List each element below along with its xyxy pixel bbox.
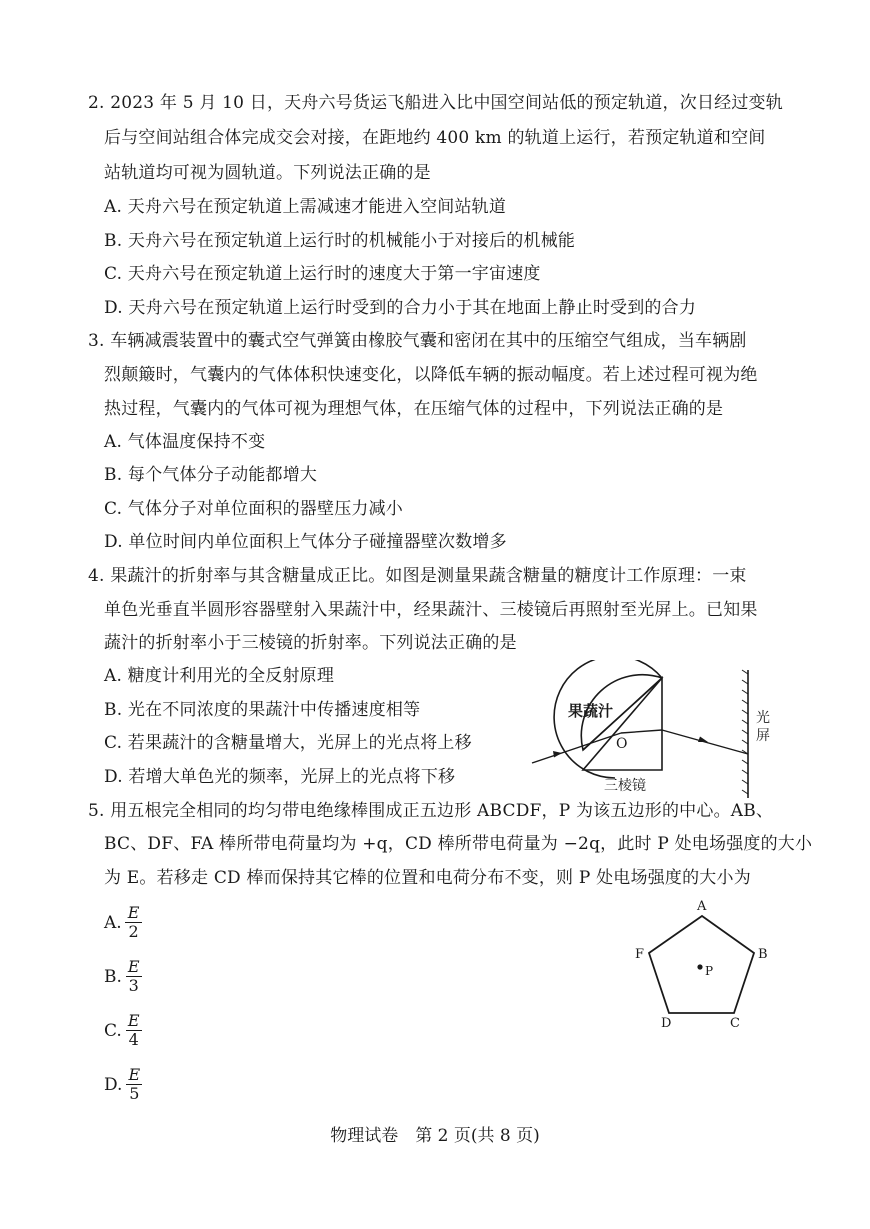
vertex-f-label: F — [635, 947, 645, 962]
q3-option-a: A. 气体温度保持不变 — [104, 432, 266, 452]
q4-option-d: D. 若增大单色光的频率，光屏上的光点将下移 — [104, 767, 456, 787]
option-label: A. — [104, 912, 122, 933]
fraction-numerator: E — [127, 903, 140, 922]
option-label: D. — [104, 1074, 123, 1095]
q5-option-a — [104, 904, 142, 941]
vertex-b-label: B — [758, 947, 768, 962]
q3-option-c: C. 气体分子对单位面积的器壁压力减小 — [104, 499, 404, 519]
q2-option-c: C. 天舟六号在预定轨道上运行时的速度大于第一宇宙速度 — [104, 264, 541, 284]
q5-stem-line-1: 5. 用五根完全相同的均匀带电绝缘棒围成正五边形 ABCDF，P 为该五边形的中心。AB、 — [88, 801, 774, 821]
vertex-d-label: D — [661, 1016, 672, 1031]
q3-stem-line-3: 热过程，气囊内的气体可视为理想气体，在压缩气体的过程中，下列说法正确的是 — [104, 399, 724, 419]
q5-option-d — [104, 1066, 143, 1103]
q3-stem-line-1: 3. 车辆减震装置中的囊式空气弹簧由橡胶气囊和密闭在其中的压缩空气组成，当车辆剧 — [88, 331, 747, 351]
page-footer: 物理试卷 第 2 页(共 8 页) — [330, 1126, 540, 1146]
refractometer-diagram — [520, 660, 780, 800]
q2-option-a: A. 天舟六号在预定轨道上需减速才能进入空间站轨道 — [104, 197, 507, 217]
q3-option-d: D. 单位时间内单位面积上气体分子碰撞器壁次数增多 — [104, 532, 507, 552]
q3-option-b: B. 每个气体分子动能都增大 — [104, 465, 318, 485]
fraction-denominator: 3 — [126, 976, 142, 995]
q2-option-d: D. 天舟六号在预定轨道上运行时受到的合力小于其在地面上静止时受到的合力 — [104, 298, 697, 318]
q5-option-c — [104, 1012, 143, 1049]
q4-stem-line-3: 蔬汁的折射率小于三棱镜的折射率。下列说法正确的是 — [104, 633, 517, 653]
q5-stem-line-2: BC、DF、FA 棒所带电荷量均为 +q，CD 棒所带电荷量为 −2q，此时 P 处电场强度的大小 — [104, 834, 813, 854]
screen-label-2: 屏 — [756, 728, 770, 744]
fraction-denominator: 4 — [126, 1030, 142, 1049]
q2-stem-line-1: 2. 2023 年 5 月 10 日，天舟六号货运飞船进入比中国空间站低的预定轨道，次日经过变轨 — [88, 93, 783, 113]
vertex-c-label: C — [730, 1016, 740, 1031]
screen-label-1: 光 — [756, 710, 770, 726]
center-p-label: P — [705, 964, 714, 978]
q4-stem-line-2: 单色光垂直半圆形容器壁射入果蔬汁中，经果蔬汁、三棱镜后再照射至光屏上。已知果 — [104, 600, 758, 620]
prism-label: 三棱镜 — [604, 778, 646, 794]
q4-option-b: B. 光在不同浓度的果蔬汁中传播速度相等 — [104, 700, 421, 720]
center-point-p — [697, 964, 702, 969]
fraction-numerator: E — [127, 1011, 140, 1030]
pentagon-shape — [649, 916, 754, 1013]
vertex-a-label: A — [697, 899, 707, 914]
q5-stem-line-3: 为 E。若移走 CD 棒而保持其它棒的位置和电荷分布不变，则 P 处电场强度的大小为 — [104, 868, 751, 888]
juice-label: 果蔬汁 — [568, 702, 614, 720]
q4-option-c: C. 若果蔬汁的含糖量增大，光屏上的光点将上移 — [104, 733, 472, 753]
q5-option-b — [104, 958, 143, 995]
option-label: C. — [104, 1020, 122, 1041]
q4-stem-line-1: 4. 果蔬汁的折射率与其含糖量成正比。如图是测量果蔬含糖量的糖度计工作原理：一束 — [88, 566, 747, 586]
q2-stem-line-2: 后与空间站组合体完成交会对接，在距地约 400 km 的轨道上运行，若预定轨道和空间 — [104, 128, 766, 148]
pentagon-diagram — [625, 895, 775, 1035]
q4-option-a: A. 糖度计利用光的全反射原理 — [104, 666, 335, 686]
fraction-denominator: 2 — [125, 922, 141, 941]
point-o-label: O — [616, 736, 628, 752]
q2-option-b: B. 天舟六号在预定轨道上运行时的机械能小于对接后的机械能 — [104, 231, 576, 251]
q2-stem-line-3: 站轨道均可视为圆轨道。下列说法正确的是 — [104, 163, 431, 183]
fraction-denominator: 5 — [126, 1084, 142, 1103]
fraction-numerator: E — [128, 1065, 141, 1084]
option-label: B. — [104, 966, 122, 987]
fraction-numerator: E — [127, 957, 140, 976]
q3-stem-line-2: 烈颠簸时，气囊内的气体体积快速变化，以降低车辆的振动幅度。若上述过程可视为绝 — [104, 365, 758, 385]
